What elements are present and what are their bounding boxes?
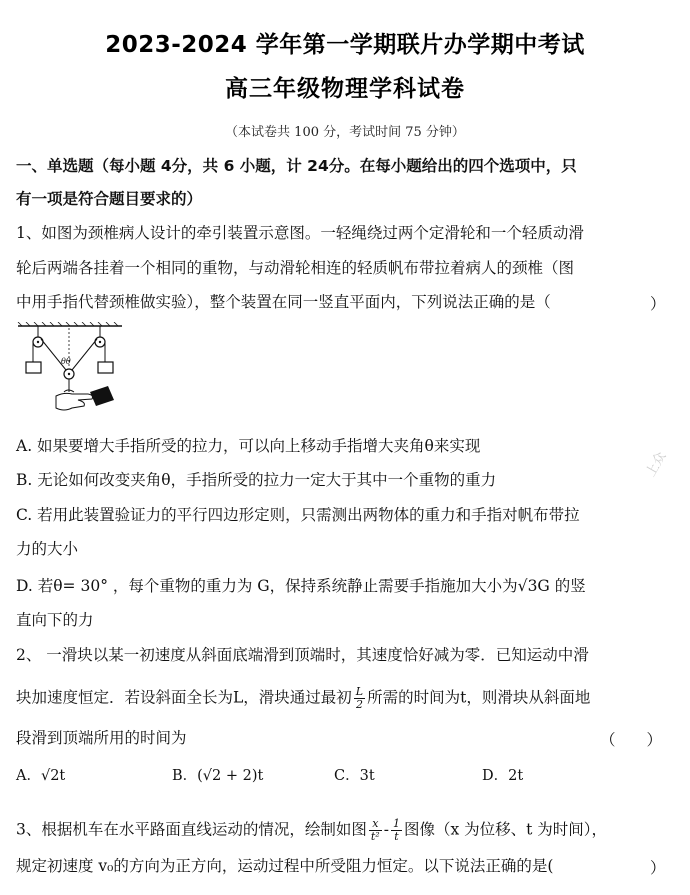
q2-option-b: B．(√2 + 2)t: [172, 768, 264, 784]
q1-option-c-cont: 力的大小: [16, 540, 79, 558]
q2-option-d: D．2t: [482, 768, 524, 784]
x-over-t-squared-fraction: [369, 818, 382, 843]
minus-sign: -: [383, 820, 389, 839]
q2-option-c: C．3t: [334, 768, 375, 784]
one-over-t-fraction: [391, 818, 402, 843]
exam-subtitle: 高三年级物理学科试卷: [225, 76, 465, 102]
q1-option-b: B. 无论如何改变夹角θ，手指所受的拉力一定大于其中一个重物的重力: [16, 471, 497, 489]
fraction-denominator: 2: [355, 698, 363, 711]
exam-title: 2023-2024 学年第一学期联片办学期中考试: [105, 32, 585, 58]
section-heading: 一、单选题（每小题 4分，共 6 小题，计 24分。在每小题给出的四个选项中，只: [16, 157, 577, 175]
q3-answer-paren: ）: [650, 859, 666, 877]
q1-stem-line2: 轮后两端各挂着一个相同的重物，与动滑轮相连的轻质帆布带拉着病人的颈椎（图: [16, 259, 575, 277]
q1-option-d: D. 若θ= 30° ，每个重物的重力为 G，保持系统静止需要手指施加大小为√3G 的竖: [16, 577, 586, 595]
q1-answer-paren: ）: [650, 295, 666, 313]
q1-option-d-cont: 直向下的力: [16, 611, 94, 629]
half-length-fraction: [354, 686, 365, 711]
section-heading-cont: 有一项是符合题目要求的）: [16, 190, 203, 208]
fraction-numerator: L: [355, 685, 364, 698]
q2-stem-line3: 段滑到顶端所用的时间为: [16, 729, 187, 747]
exam-note: （本试卷共 100 分，考试时间 75 分钟）: [225, 125, 465, 140]
svg-text:θθ: θθ: [61, 357, 71, 366]
q2-stem-line1: 2、 一滑块以某一初速度从斜面底端滑到顶端时，其速度恰好减为零．已知运动中滑: [16, 646, 589, 664]
q2-stem-line2: [16, 686, 590, 711]
q2-stem-line2-start: 块加速度恒定．若设斜面全长为L，滑块通过最初: [16, 688, 352, 707]
fraction-numerator: x: [369, 818, 382, 831]
q2-stem-line2-end: 所需的时间为t，则滑块从斜面地: [367, 688, 591, 707]
q2-answer-paren: （ ）: [600, 731, 663, 749]
fraction-denominator: t²: [370, 830, 380, 843]
watermark: 上众: [643, 449, 670, 480]
fraction-numerator: 1: [392, 817, 400, 830]
pulley-diagram: [16, 322, 128, 422]
q3-stem-line1-start: 3、根据机车在水平路面直线运动的情况，绘制如图: [16, 820, 367, 839]
q3-stem-line1-end: 图像（x 为位移、t 为时间），: [403, 820, 608, 839]
q2-option-a: A．√2t: [16, 768, 66, 784]
q3-stem-line1: [16, 818, 607, 843]
q1-option-a: A. 如果要增大手指所受的拉力，可以向上移动手指增大夹角θ来实现: [16, 437, 481, 455]
q1-stem-line3: 中用手指代替颈椎做实验），整个装置在同一竖直平面内，下列说法正确的是（: [16, 293, 551, 311]
q1-stem-line1: 1、如图为颈椎病人设计的牵引装置示意图。一轻绳绕过两个定滑轮和一个轻质动滑: [16, 224, 584, 242]
traction-device-figure: [16, 322, 128, 422]
q1-option-c: C. 若用此装置验证力的平行四边形定则，只需测出两物体的重力和手指对帆布带拉: [16, 506, 580, 524]
fraction-denominator: t: [394, 830, 399, 843]
q3-stem-line2: 规定初速度 v₀的方向为正方向，运动过程中所受阻力恒定。以下说法正确的是(: [16, 857, 554, 875]
